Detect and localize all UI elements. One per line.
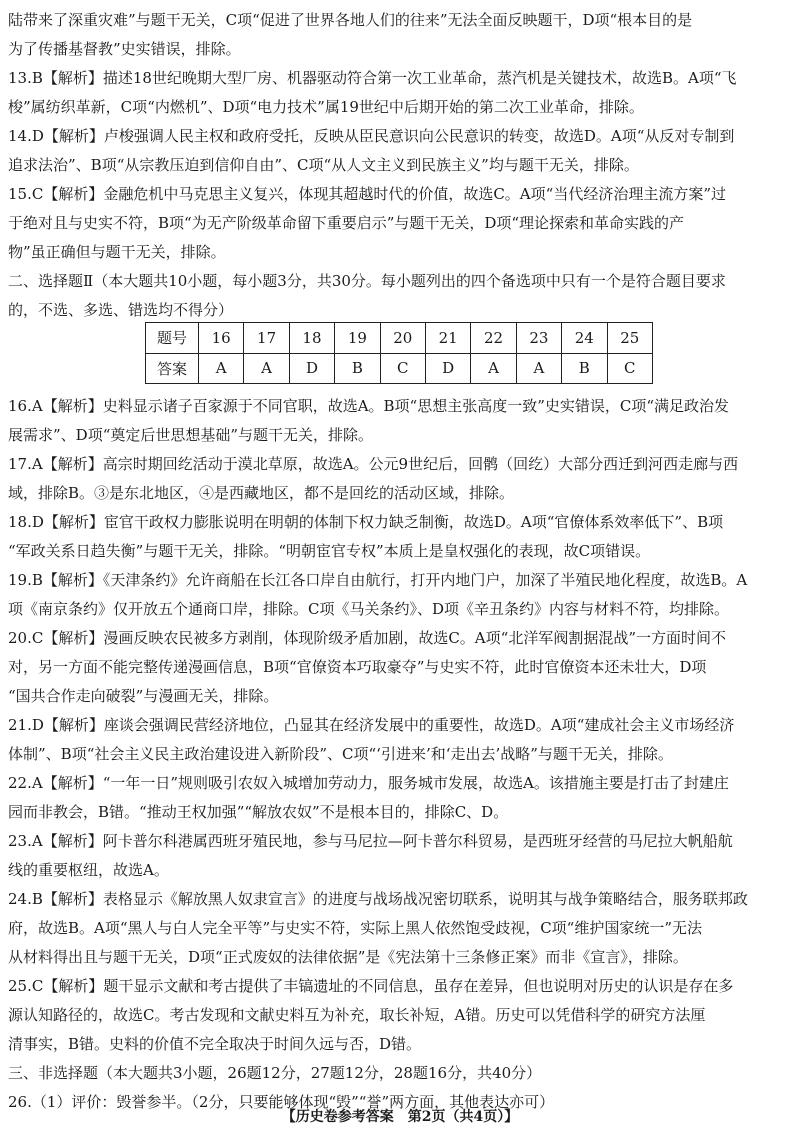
answer-table — [145, 322, 653, 384]
question-number-cell: 22 — [471, 323, 516, 354]
text-line: 三、非选择题（本大题共3小题，26题12分，27题12分，28题16分，共40分） — [8, 1064, 542, 1082]
text-line: 13.B【解析】描述18世纪晚期大型厂房、机器驱动符合第一次工业革命，蒸汽机是关键技术，故选B。A项“飞 — [8, 69, 737, 87]
text-line: 17.A【解析】高宗时期回纥活动于漠北草原，故选A。公元9世纪后，回鹘（回纥）大部分西迁到河西走廊与西 — [8, 455, 739, 473]
text-line: 26.（1）评价：毁誉参半。（2分，只要能够体现“毁”“誉”两方面，其他表达亦可） — [8, 1093, 555, 1111]
question-number-cell: 24 — [562, 323, 607, 354]
text-line: 21.D【解析】座谈会强调民营经济地位，凸显其在经济发展中的重要性，故选D。A项“建成社会主义市场经济 — [8, 716, 735, 734]
text-line: 16.A【解析】史料显示诸子百家源于不同官职，故选A。B项“思想主张高度一致”史实错误，C项“满足政治发 — [8, 397, 730, 415]
text-line: 14.D【解析】卢梭强调人民主权和政府受托，反映从臣民意识向公民意识的转变，故选D。A项“从反对专制到 — [8, 127, 735, 145]
text-line: 18.D【解析】宦官干政权力膨胀说明在明朝的体制下权力缺乏制衡，故选D。A项“官僚体系效率低下”、B项 — [8, 513, 724, 531]
text-line: 二、选择题Ⅱ（本大题共10小题，每小题3分，共30分。每小题列出的四个备选项中只有一个是符合题目要求 — [8, 272, 726, 290]
text-block-bottom — [8, 392, 792, 1117]
answer-cell: B — [562, 353, 607, 384]
answer-cell: D — [289, 353, 334, 384]
text-line: 从材料得出且与题干无关，D项“正式废奴的法律依据”是《宪法第十三条修正案》而非《宣言》，排除。 — [8, 948, 688, 966]
text-line: 陆带来了深重灾难”与题干无关，C项“促进了世界各地人们的往来”无法全面反映题干，D项“根本目的是 — [8, 11, 693, 29]
question-number-cell: 17 — [244, 323, 289, 354]
text-line: 物”虽正确但与题干无关，排除。 — [8, 243, 226, 261]
question-number-cell: 25 — [607, 323, 652, 354]
answer-cell: C — [380, 353, 425, 384]
text-line: 展需求”、D项“奠定后世思想基础”与题干无关，排除。 — [8, 426, 374, 444]
text-line: 园而非教会，B错。“推动王权加强”“解放农奴”不是根本目的，排除C、D。 — [8, 803, 509, 821]
text-line: 的，不选、多选、错选均不得分） — [8, 301, 234, 319]
answer-cell: A — [244, 353, 289, 384]
text-line: 15.C【解析】金融危机中马克思主义复兴，体现其超越时代的价值，故选C。A项“当代经济治理主流方案”过 — [8, 185, 726, 203]
answer-table-header-answer: 答案 — [146, 353, 199, 384]
text-line: 清事实，B错。史料的价值不完全取决于时间久远与否，D错。 — [8, 1035, 422, 1053]
question-number-cell: 16 — [199, 323, 244, 354]
text-line: 源认知路径的，故选C。考古发现和文献史料互为补充，取长补短，A错。历史可以凭借科学的研究方法厘 — [8, 1006, 706, 1024]
question-number-cell: 20 — [380, 323, 425, 354]
answer-table-header-number: 题号 — [146, 323, 199, 354]
text-line: 20.C【解析】漫画反映农民被多方剥削，体现阶级矛盾加剧，故选C。A项“北洋军阀割据混战”一方面时间不 — [8, 629, 726, 647]
text-line: 22.A【解析】“一年一日”规则吸引农奴入城增加劳动力，服务城市发展，故选A。该措施主要是打击了封建庄 — [8, 774, 729, 792]
answer-cell: A — [471, 353, 516, 384]
text-line: 19.B【解析】《天津条约》允许商船在长江各口岸自由航行，打开内地门户，加深了半殖民地化程度，故选B。A — [8, 571, 748, 589]
answer-cell: A — [516, 353, 561, 384]
answer-cell: B — [335, 353, 380, 384]
text-line: 线的重要枢纽，故选A。 — [8, 861, 169, 879]
text-line: 对，另一方面不能完整传递漫画信息，B项“官僚资本巧取豪夺”与史实不符，此时官僚资本还未壮大，D项 — [8, 658, 707, 676]
answer-cell: D — [425, 353, 470, 384]
text-line: 府，故选B。A项“黑人与白人完全平等”与史实不符，实际上黑人依然饱受歧视，C项“维护国家统一”无法 — [8, 919, 703, 937]
text-line: 于绝对且与史实不符，B项“为无产阶级革命留下重要启示”与题干无关，D项“理论探索和革命实践的产 — [8, 214, 685, 232]
text-block-top — [8, 6, 792, 325]
page-footer: 【历史卷参考答案 第2页（共4页）】 — [281, 1109, 519, 1125]
text-line: 梭”属纺织革新，C项“内燃机”、D项“电力技术”属19世纪中后期开始的第二次工业革命，排除。 — [8, 98, 644, 116]
question-number-cell: 21 — [425, 323, 470, 354]
answer-cell: A — [199, 353, 244, 384]
answer-table-row-numbers — [146, 323, 653, 354]
text-line: 体制”、B项“社会主义民主政治建设进入新阶段”、C项“‘引进来’和‘走出去’战略”与题干无关，排除。 — [8, 745, 673, 763]
answer-table-row-answers — [146, 353, 653, 384]
question-number-cell: 23 — [516, 323, 561, 354]
text-line: 25.C【解析】题干显示文献和考古提供了丰镐遗址的不同信息，虽存在差异，但也说明对历史的认识是存在多 — [8, 977, 734, 995]
text-line: 域，排除B。③是东北地区，④是西藏地区，都不是回纥的活动区域，排除。 — [8, 484, 515, 502]
text-line: “国共合作走向破裂”与漫画无关，排除。 — [8, 687, 279, 705]
text-line: 23.A【解析】阿卡普尔科港属西班牙殖民地，参与马尼拉—阿卡普尔科贸易，是西班牙经营的马尼拉大帆船航 — [8, 832, 733, 850]
text-line: 24.B【解析】表格显示《解放黑人奴隶宣言》的进度与战场战况密切联系，说明其与战争策略结合，服务联邦政 — [8, 890, 748, 908]
text-line: “军政关系日趋失衡”与题干无关，排除。“明朝宦官专权”本质上是皇权强化的表现，故C项错误。 — [8, 542, 651, 560]
question-number-cell: 19 — [335, 323, 380, 354]
answer-cell: C — [607, 353, 652, 384]
text-line: 追求法治”、B项“从宗教压迫到信仰自由”、C项“从人文主义到民族主义”均与题干无关，排除。 — [8, 156, 639, 174]
text-line: 为了传播基督教”史实错误，排除。 — [8, 40, 241, 58]
question-number-cell: 18 — [289, 323, 334, 354]
text-line: 项《南京条约》仅开放五个通商口岸，排除。C项《马关条约》、D项《辛丑条约》内容与材料不符，均排除。 — [8, 600, 730, 618]
